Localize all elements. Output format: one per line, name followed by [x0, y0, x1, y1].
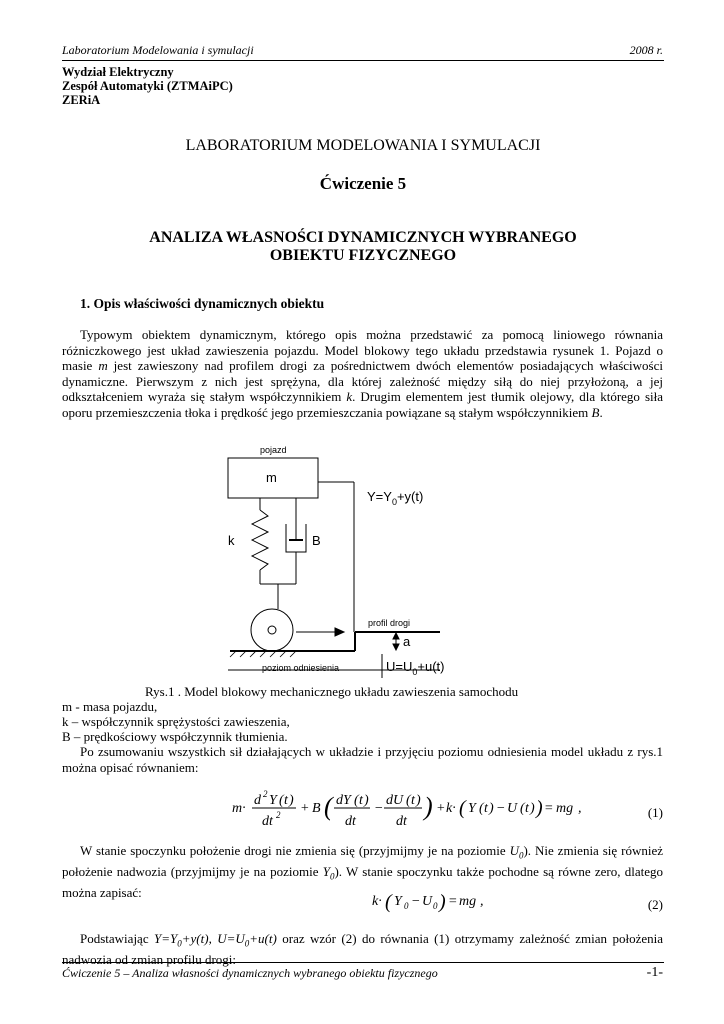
subst-y: Y=Y [154, 931, 178, 946]
label-y-main: Y=Y [367, 489, 392, 504]
svg-text:mg: mg [459, 894, 477, 909]
institution-department: Zespół Automatyki (ZTMAiPC) [62, 79, 233, 93]
svg-text:): ) [489, 801, 494, 816]
subst-y-tail: +y(t), U=U [181, 931, 245, 946]
svg-text:,: , [480, 894, 484, 909]
section-heading: 1. Opis właściwości dynamicznych obiektu [80, 296, 325, 311]
subst-expression [154, 931, 277, 949]
svg-text:2: 2 [276, 810, 281, 820]
header-rule [62, 60, 664, 61]
svg-text:Y: Y [394, 894, 402, 909]
a-arrow-down-icon [393, 644, 399, 650]
legend-b: B – prędkościowy współczynnik tłumienia. [62, 729, 288, 744]
label-u-sub: 0 [412, 667, 418, 677]
svg-text:d: d [254, 793, 261, 808]
svg-text:0: 0 [433, 901, 438, 911]
intro-var-b: B [591, 404, 600, 420]
svg-text:B: B [312, 801, 321, 816]
svg-text:): ) [424, 792, 433, 821]
intro-var-k: k [346, 389, 353, 405]
svg-text:dt: dt [345, 814, 356, 829]
equation-1-number: (1) [647, 805, 663, 820]
spring-icon [252, 498, 268, 584]
model-paragraph [62, 744, 663, 775]
main-title-line-2: OBIEKTU FIZYCZNEGO [269, 247, 457, 264]
label-u-tail: +u(t) [417, 659, 445, 674]
svg-text:(: ( [479, 801, 484, 816]
label-a: a [403, 634, 411, 649]
label-u-main: U=U [386, 659, 413, 674]
footer-title: Ćwiczenie 5 – Analiza własności dynamicznych wybranego obiektu fizycznego [62, 966, 438, 980]
label-profil-drogi: profil drogi [368, 618, 411, 628]
subst-text-1: Podstawiając [80, 931, 155, 946]
exercise-title: Ćwiczenie 5 [319, 174, 407, 193]
svg-text:t: t [411, 793, 415, 808]
wheel-icon [251, 609, 293, 651]
svg-text:,: , [578, 801, 582, 816]
svg-text:−: − [374, 801, 384, 816]
intro-text-4: . [599, 404, 603, 420]
svg-text:(: ( [459, 797, 466, 819]
label-y-tail: +y(t) [396, 489, 424, 504]
label-y [367, 489, 423, 507]
svg-text:Y: Y [468, 801, 476, 816]
svg-text:mg: mg [556, 801, 574, 816]
rest-var-u-sub: 0 [518, 850, 524, 861]
institution-faculty: Wydział Elektryczny [62, 65, 174, 79]
rest-text-1: W stanie spoczynku położenie drogi nie zmienia się (przyjmijmy je na poziomie [80, 843, 510, 858]
svg-text:−: − [496, 801, 506, 816]
label-poziom-odniesienia: poziom odniesienia [262, 663, 340, 673]
wheel-hub-icon [268, 626, 276, 634]
rest-var-y-sub: 0 [329, 871, 335, 882]
svg-text:): ) [530, 801, 535, 816]
svg-text:=: = [448, 894, 458, 909]
running-header-year: 2008 r. [629, 43, 663, 57]
svg-text:Y: Y [269, 793, 277, 808]
lab-title: LABORATORIUM MODELOWANIA I SYMULACJI [185, 137, 541, 154]
svg-text:dU: dU [386, 793, 404, 808]
footer-rule [62, 962, 664, 963]
institution-block [62, 65, 233, 107]
svg-text:): ) [536, 797, 543, 819]
label-pojazd: pojazd [260, 445, 287, 455]
intro-text-2: jest zawieszony nad profilem drogi za pośrednictwem dwóch elementów posiadających właściwości dynamiczne. Pierwszym z nich jest sprężyna, dla której zależność między siłą do niej przyłożoną, a jej odkształceniem wyraża się stałym współczynnikiem [62, 358, 663, 405]
svg-text:(: ( [279, 793, 284, 808]
svg-text:(: ( [520, 801, 525, 816]
svg-text:): ) [289, 793, 294, 808]
damper-icon [286, 498, 306, 584]
label-k: k [228, 533, 235, 548]
svg-text:(: ( [324, 792, 333, 821]
rest-var-u: U [509, 843, 519, 858]
svg-text:): ) [364, 793, 369, 808]
label-b: B [312, 533, 321, 548]
page-number: -1- [646, 965, 663, 980]
label-y-sub: 0 [391, 497, 397, 507]
subst-y-sub: 0 [177, 938, 182, 949]
equation-2 [368, 887, 488, 917]
main-title [62, 229, 664, 265]
rest-text-3: ). W stanie spoczynku także pochodne są równe zero, dlatego można zapisać: [62, 864, 663, 901]
svg-text:m·: m· [232, 801, 246, 816]
motion-arrowhead-icon [335, 628, 344, 636]
svg-text:): ) [439, 891, 446, 913]
rest-state-paragraph [62, 843, 663, 901]
legend-m: m - masa pojazdu, [62, 699, 158, 714]
rest-var-y: Y [322, 864, 330, 880]
svg-text:(: ( [406, 793, 411, 808]
legend-k: k – współczynnik sprężystości zawieszenia, [62, 714, 290, 729]
main-title-line-1: ANALIZA WŁASNOŚCI DYNAMICZNYCH WYBRANEGO [149, 229, 577, 246]
svg-text:2: 2 [263, 789, 268, 799]
svg-text:=: = [544, 801, 554, 816]
rest-text-2: ). Nie zmienia się również położenie nadwozia (przyjmijmy je na poziomie [62, 843, 663, 880]
a-arrow-up-icon [393, 633, 399, 639]
svg-text:t: t [359, 793, 363, 808]
svg-text:(: ( [354, 793, 359, 808]
svg-text:0: 0 [404, 901, 409, 911]
svg-text:+: + [300, 801, 310, 816]
intro-text-3: . Drugim elementem jest tłumik olejowy, dla którego siła oporu przemieszczenia tłoka i prędkość jego przemieszczania powiązane są stałym współczynnikiem [62, 389, 663, 420]
svg-text:dt: dt [262, 814, 273, 829]
svg-text:k·: k· [372, 894, 382, 909]
intro-var-m: m [98, 358, 108, 374]
institution-unit: ZERiA [62, 93, 101, 107]
svg-text:+: + [436, 801, 446, 816]
intro-paragraph [62, 327, 663, 421]
label-m: m [266, 470, 277, 485]
svg-text:t: t [484, 801, 488, 816]
svg-text:t: t [284, 793, 288, 808]
svg-text:k·: k· [446, 801, 456, 816]
model-paragraph-text: Po zsumowaniu wszystkich sił działających w układzie i przyjęciu poziomu odniesienia model układu z rys.1 można opisać równaniem: [62, 744, 663, 775]
svg-text:): ) [416, 793, 421, 808]
figure-caption: Rys.1 . Model blokowy mechanicznego układu zawieszenia samochodu [145, 684, 519, 699]
intro-text-1: Typowym obiektem dynamicznym, którego opis można przedstawić za pomocą liniowego równania różniczkowego jest układ zawieszenia pojazdu. Model blokowy tego układu przedstawia rysunek 1. Pojazd o masie [62, 327, 663, 374]
svg-text:t: t [525, 801, 529, 816]
svg-text:dt: dt [396, 814, 407, 829]
svg-text:U: U [507, 801, 518, 816]
svg-text:dY: dY [336, 793, 351, 808]
equation-2-number: (2) [647, 897, 663, 912]
subst-u-sub: 0 [244, 938, 250, 949]
subst-u-tail: +u(t) [249, 931, 277, 946]
subst-text-2: oraz wzór (2) do równania (1) otrzymamy zależność zmian położenia nadwozia od zmian profilu drogi: [62, 931, 663, 968]
running-header-title: Laboratorium Modelowania i symulacji [62, 43, 254, 57]
suspension-figure [220, 438, 450, 682]
svg-text:(: ( [385, 891, 392, 913]
label-u [386, 659, 444, 677]
svg-text:−: − [411, 894, 421, 909]
equation-1 [228, 784, 598, 832]
svg-text:U: U [422, 894, 433, 909]
